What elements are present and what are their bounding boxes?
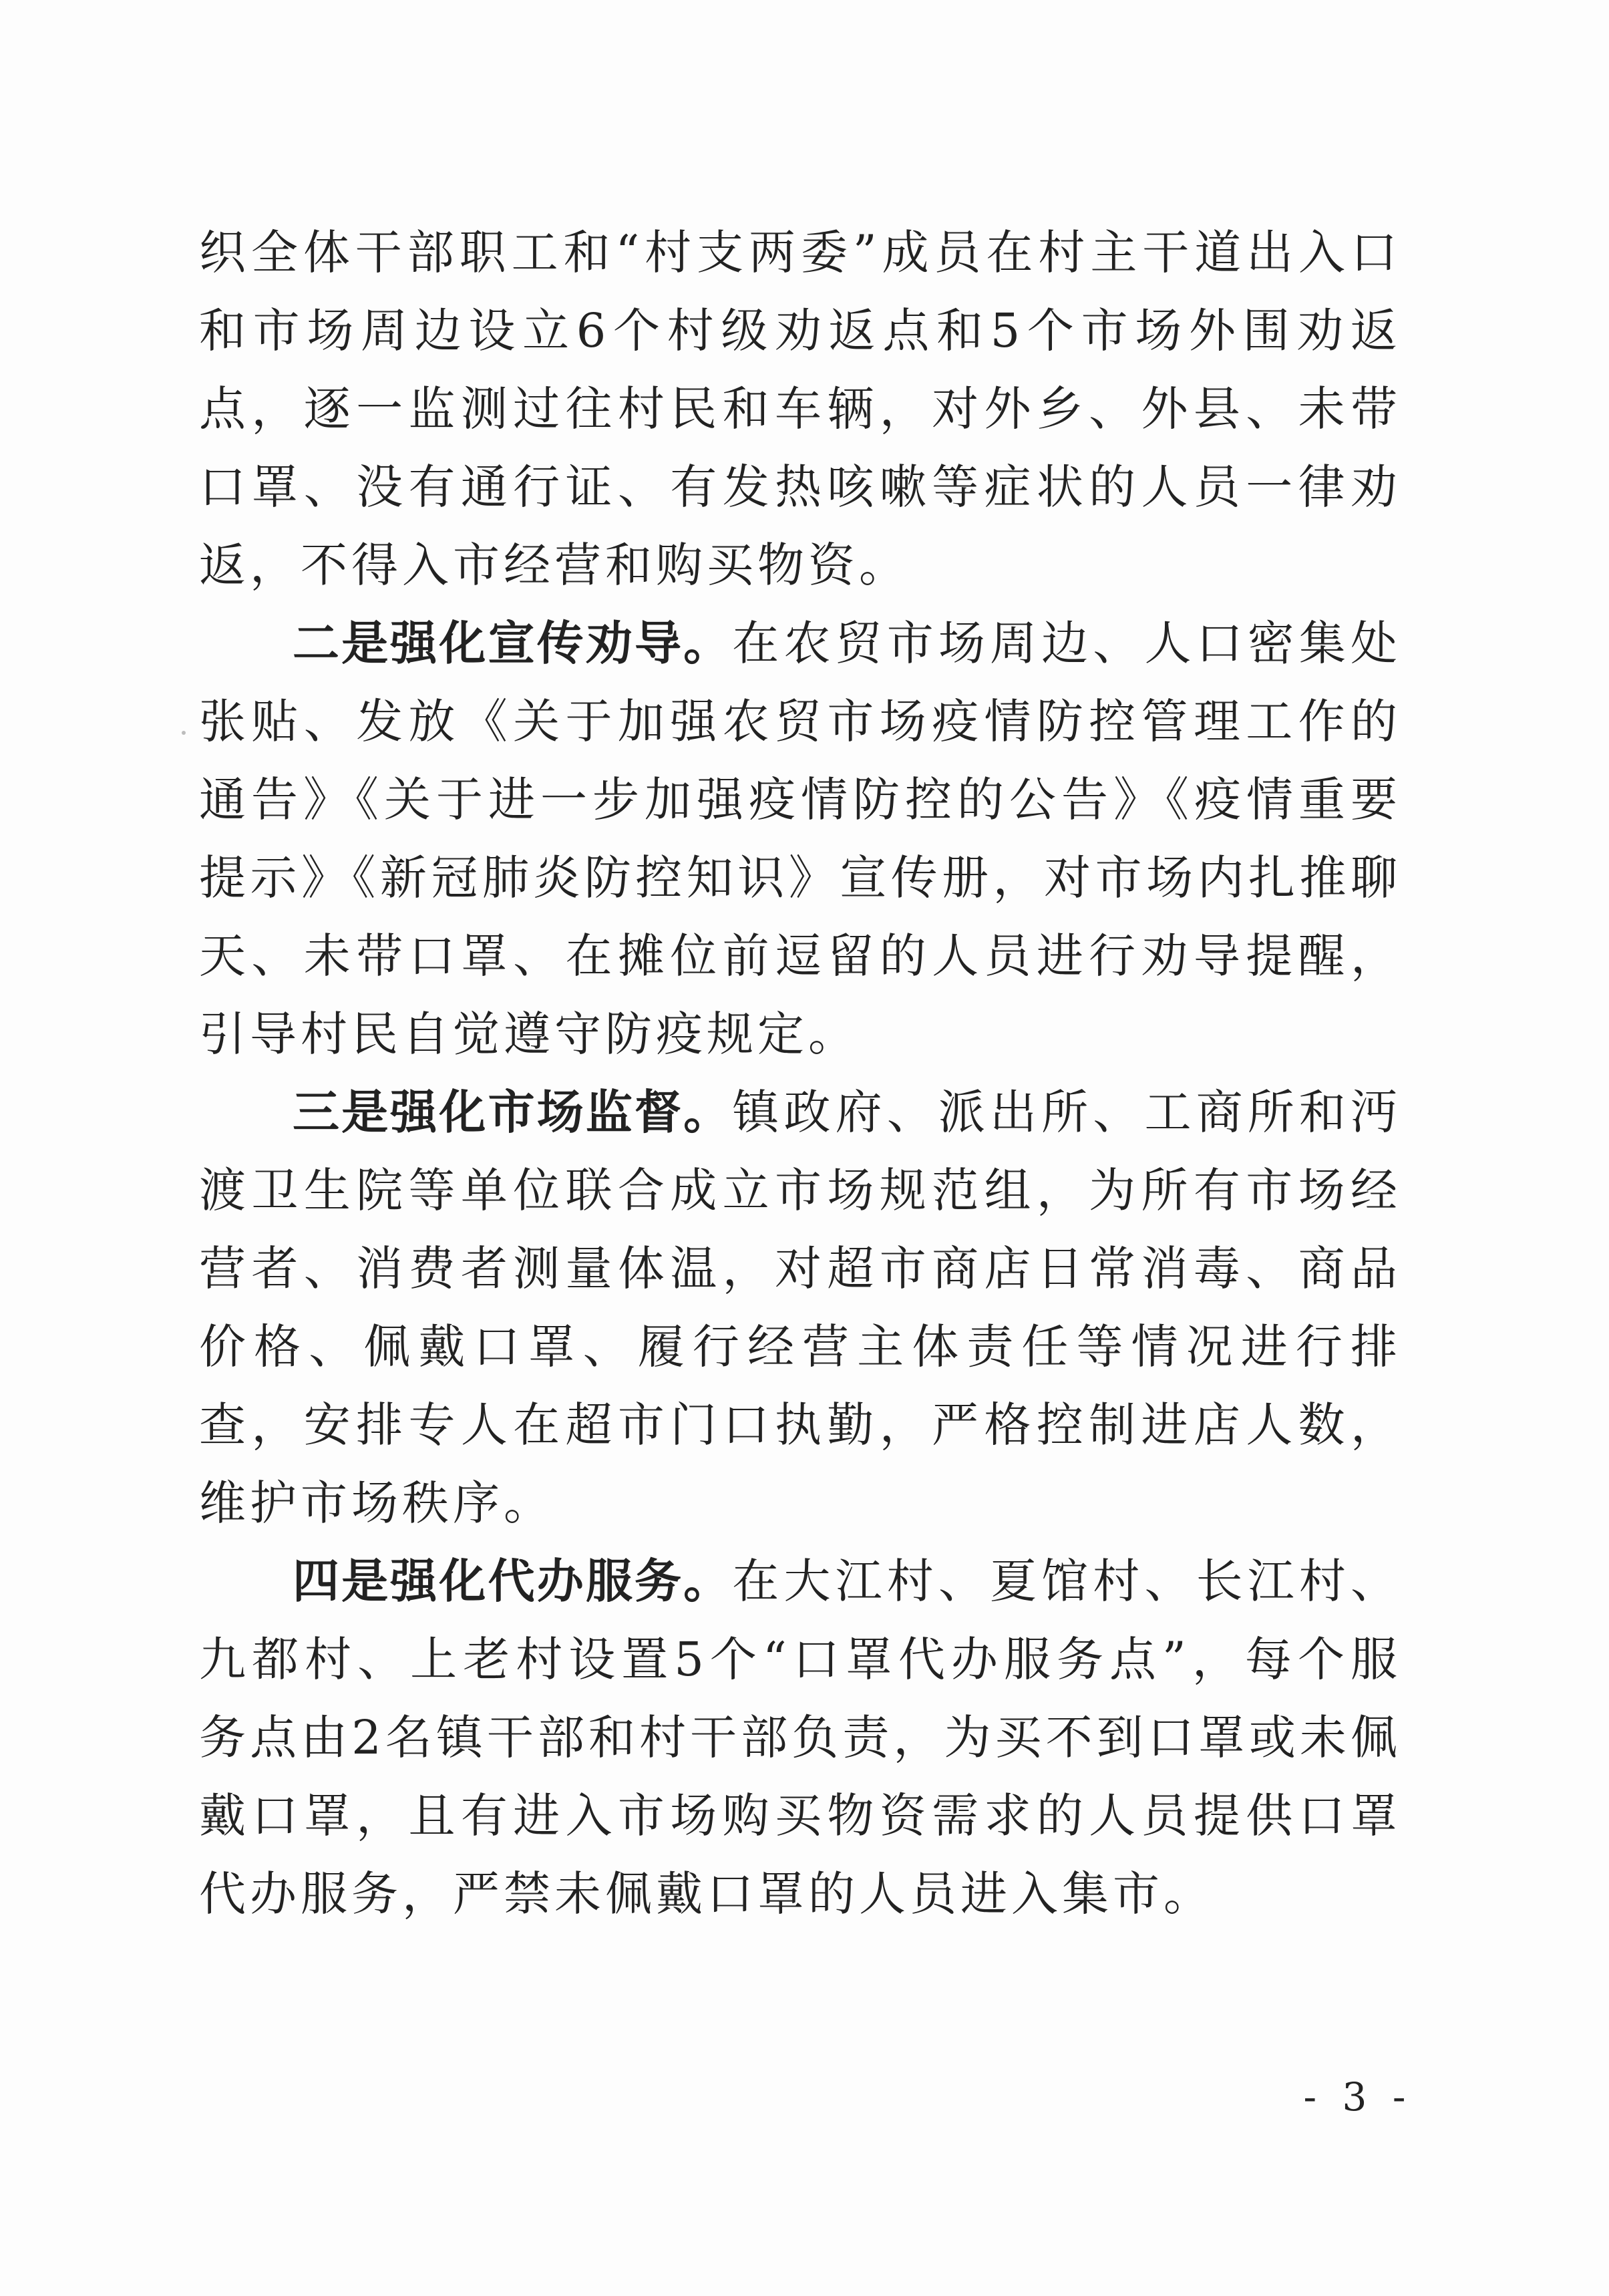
paragraph-heading: 二是强化宣传劝导。	[293, 616, 733, 671]
paragraph-heading: 三是强化市场监督。	[293, 1085, 733, 1140]
paragraph-market-supervision	[199, 1074, 1401, 1542]
paragraph-publicity	[199, 605, 1401, 1074]
paragraph-text: 在大江村、夏馆村、长江村、九都村、上老村设置5个“口罩代办服务点”，每个服务点由2名镇干部和村干部负责，为买不到口罩或未佩戴口罩，且有进入市场购买物资需求的人员提供口罩代办服务，严禁未佩戴口罩的人员进入集市。	[199, 1554, 1402, 1921]
paragraph-text: 镇政府、派出所、工商所和沔渡卫生院等单位联合成立市场规范组，为所有市场经营者、消费者测量体温，对超市商店日常消毒、商品价格、佩戴口罩、履行经营主体责任等情况进行排查，安排专人在超市门口执勤，严格控制进店人数，维护市场秩序。	[199, 1085, 1402, 1530]
paragraph-proxy-service	[199, 1542, 1401, 1933]
paragraph-text: 织全体干部职工和“村支两委”成员在村主干道出入口和市场周边设立6个村级劝返点和5个市场外围劝返点，逐一监测过往村民和车辆，对外乡、外县、未带口罩、没有通行证、有发热咳嗽等症状的人员一律劝返，不得入市经营和购买物资。	[199, 225, 1401, 593]
paragraph-continuation	[199, 214, 1401, 605]
scan-speck	[182, 731, 186, 735]
paragraph-heading: 四是强化代办服务。	[293, 1554, 733, 1609]
document-body	[199, 214, 1401, 1933]
page-number: - 3 -	[1303, 2074, 1413, 2120]
paragraph-text: 在农贸市场周边、人口密集处张贴、发放《关于加强农贸市场疫情防控管理工作的通告》《关于进一步加强疫情防控的公告》《疫情重要提示》《新冠肺炎防控知识》宣传册，对市场内扎推聊天、未带口罩、在摊位前逗留的人员进行劝导提醒，引导村民自觉遵守防疫规定。	[199, 616, 1402, 1061]
